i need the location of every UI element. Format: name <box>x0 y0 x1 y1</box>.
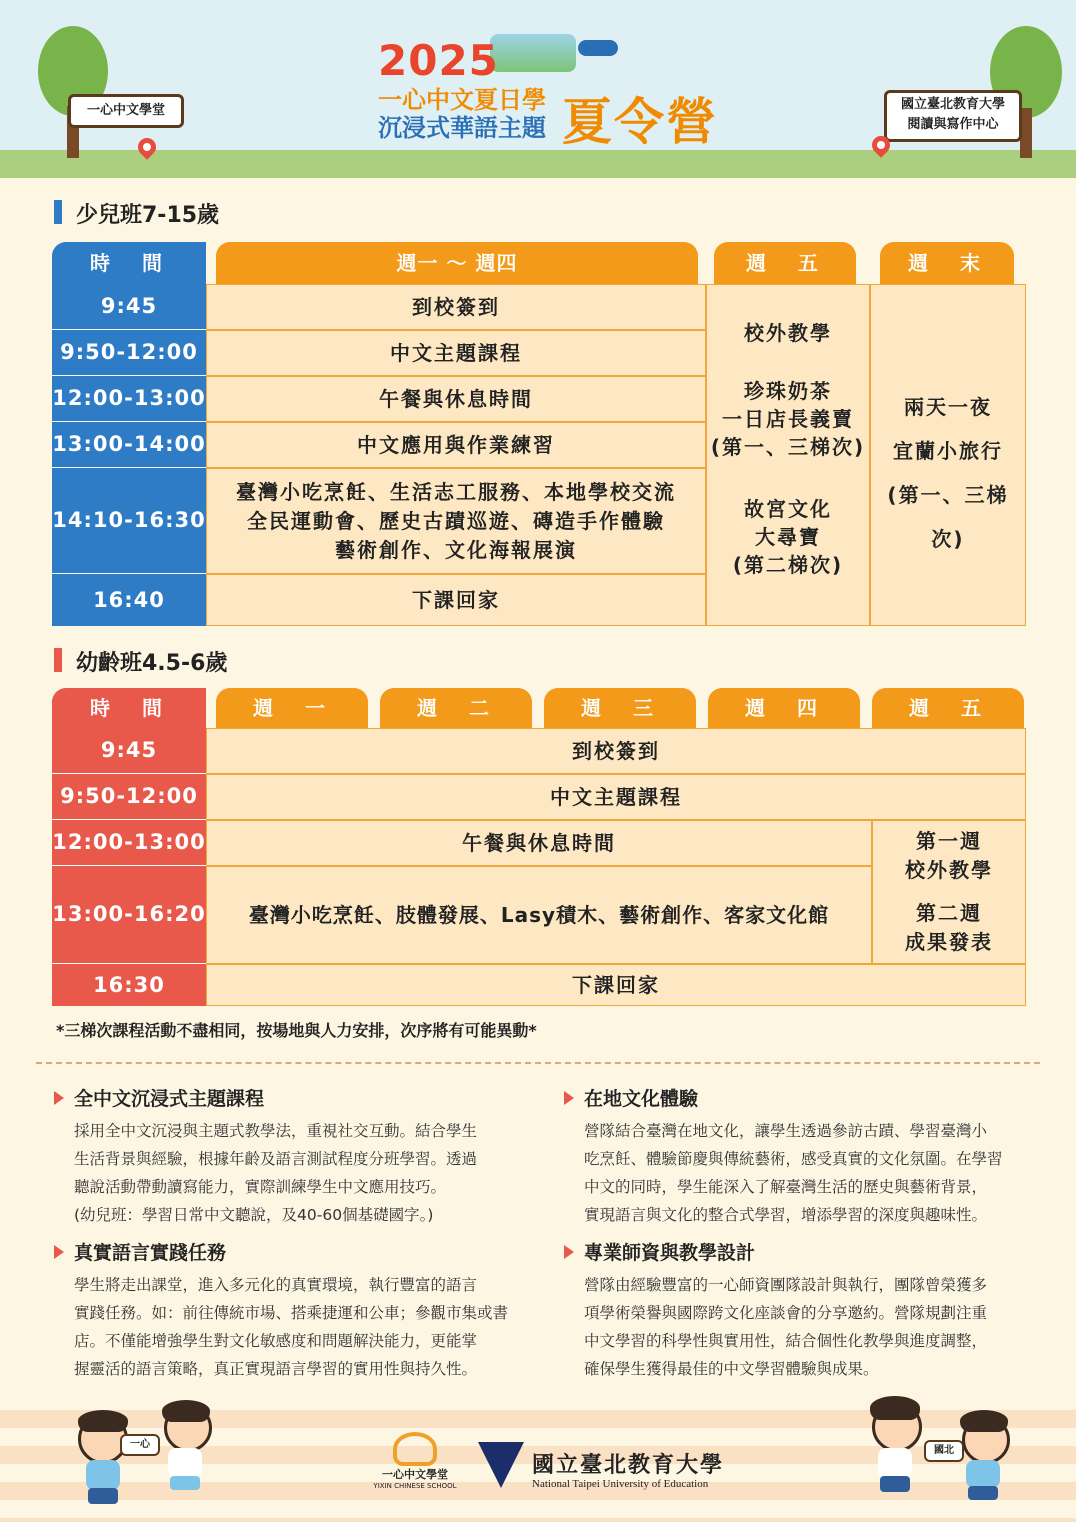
logo-line2: 沉浸式華語主題 <box>378 114 546 142</box>
kid-illustration-right-icon <box>862 1394 1022 1510</box>
ntue-en: National Taipei University of Education <box>532 1478 709 1490</box>
friday-line: 校外教學 <box>905 858 993 882</box>
header-fri: 週 五 <box>872 688 1024 728</box>
friday-line: 第一週 <box>916 829 982 853</box>
activity-cell: 中文主題課程 <box>206 330 706 376</box>
feature-line: 確保學生獲得最佳的中文學習體驗與成果。 <box>584 1360 879 1378</box>
time-cell: 16:40 <box>52 574 206 626</box>
activity-cell: 午餐與休息時間 <box>206 820 872 866</box>
young-friday-column <box>872 820 1026 964</box>
yixin-en: YIXIN CHINESE SCHOOL <box>373 1482 457 1490</box>
time-cell: 12:00-13:00 <box>52 820 206 866</box>
feature-line: 吃烹飪、體驗節慶與傳統藝術，感受真實的文化氛圍。在學習 <box>584 1150 1003 1168</box>
yixin-logo <box>372 1432 458 1504</box>
weekend-column <box>870 284 1026 626</box>
time-cell: 12:00-13:00 <box>52 376 206 422</box>
airplane-icon <box>578 40 618 56</box>
weekend-line: (第一、三梯次) <box>887 483 1009 551</box>
weekend-line: 兩天一夜 <box>904 395 992 419</box>
kid-sign-left: 一心 <box>120 1434 160 1456</box>
children-class-title: 少兒班7-15歲 <box>76 203 220 228</box>
feature-line: 中文學習的科學性與實用性，結合個性化教學與進度調整， <box>584 1332 988 1350</box>
tree-left <box>38 26 108 156</box>
feature-block <box>54 1084 514 1229</box>
feature-line: 中文的同時，學生能深入了解臺灣生活的歷史與藝術背景， <box>584 1178 988 1196</box>
feature-line: 實現語言與文化的整合式學習，增添學習的深度與趣味性。 <box>584 1206 988 1224</box>
feature-line: 店。不僅能增強學生對文化敏感度和問題解決能力，更能掌 <box>74 1332 478 1350</box>
friday-line: (第二梯次) <box>732 553 844 577</box>
friday-line: (第一、三梯次) <box>710 435 866 459</box>
header-mon-thu: 週一 ～ 週四 <box>216 242 698 284</box>
feature-line: (幼兒班：學習日常中文聽說，及40-60個基礎國字。) <box>74 1206 434 1224</box>
activity-cell: 到校簽到 <box>206 728 1026 774</box>
time-cell: 13:00-14:00 <box>52 422 206 468</box>
activity-cell: 午餐與休息時間 <box>206 376 706 422</box>
feature-line: 學生將走出課堂，進入多元化的真實環境，執行豐富的語言 <box>74 1276 478 1294</box>
logo-big-text: 夏令營 <box>562 93 718 151</box>
friday-line: 成果發表 <box>905 930 993 954</box>
weekend-line: 宜蘭小旅行 <box>893 439 1003 463</box>
header-tue: 週 二 <box>380 688 532 728</box>
time-cell: 13:00-16:20 <box>52 866 206 964</box>
activity-cell: 臺灣小吃烹飪、肢體發展、Lasy積木、藝術創作、客家文化館 <box>206 866 872 964</box>
activity-cell: 到校簽到 <box>206 284 706 330</box>
feature-block <box>564 1238 1024 1383</box>
time-cell: 9:45 <box>52 284 206 330</box>
city-skyline-icon <box>490 34 576 72</box>
header-time: 時 間 <box>52 688 206 728</box>
activity-line: 藝術創作、文化海報展演 <box>335 537 577 562</box>
logo-year: 2025 <box>378 36 499 85</box>
feature-line: 實踐任務。如：前往傳統市場、搭乘捷運和公車；參觀市集或書 <box>74 1304 509 1322</box>
header-fri: 週 五 <box>714 242 856 284</box>
friday-line: 第二週 <box>916 901 982 925</box>
header-thu: 週 四 <box>708 688 860 728</box>
feature-line: 營隊由經驗豐富的一心師資團隊設計與執行，團隊曾榮獲多 <box>584 1276 988 1294</box>
triangle-bullet-icon <box>54 1245 64 1259</box>
friday-line: 大尋寶 <box>755 525 821 549</box>
feature-block <box>54 1238 514 1383</box>
friday-line: 故宮文化 <box>744 497 832 521</box>
activity-cell: 下課回家 <box>206 574 706 626</box>
triangle-bullet-icon <box>564 1091 574 1105</box>
friday-line: 校外教學 <box>744 321 832 345</box>
sign-right <box>884 90 1022 142</box>
sign-right-line1: 國立臺北教育大學 <box>900 97 1005 112</box>
friday-line: 一日店長義賣 <box>722 407 854 431</box>
feature-line: 握靈活的語言策略，真正實現語言學習的實用性與持久性。 <box>74 1360 478 1378</box>
time-cell: 9:50-12:00 <box>52 774 206 820</box>
friday-line: 珍珠奶茶 <box>744 379 832 403</box>
activity-cell: 中文主題課程 <box>206 774 1026 820</box>
yixin-heart-icon <box>393 1432 437 1466</box>
section-marker-red <box>54 648 62 672</box>
young-class-title: 幼齡班4.5-6歲 <box>76 651 228 676</box>
feature-block <box>564 1084 1024 1229</box>
time-cell: 16:30 <box>52 964 206 1006</box>
feature-line: 項學術榮譽與國際跨文化座談會的分享邀約。營隊規劃注重 <box>584 1304 988 1322</box>
feature-line: 生活背景與經驗，根據年齡及語言測試程度分班學習。透過 <box>74 1150 478 1168</box>
sign-right-line2: 閱讀與寫作中心 <box>907 117 999 132</box>
feature-title: 專業師資與教學設計 <box>584 1242 756 1264</box>
time-cell: 9:50-12:00 <box>52 330 206 376</box>
grass-strip <box>0 150 1076 178</box>
activity-cell: 中文應用與作業練習 <box>206 422 706 468</box>
activity-cell: 下課回家 <box>206 964 1026 1006</box>
friday-column <box>706 284 870 626</box>
feature-title: 全中文沉浸式主題課程 <box>74 1088 265 1110</box>
feature-line: 聽說活動帶動讀寫能力，實際訓練學生中文應用技巧。 <box>74 1178 447 1196</box>
feature-line: 營隊結合臺灣在地文化，讓學生透過參訪古蹟、學習臺灣小 <box>584 1122 988 1140</box>
triangle-bullet-icon <box>54 1091 64 1105</box>
header-wed: 週 三 <box>544 688 696 728</box>
feature-title: 在地文化體驗 <box>584 1088 699 1110</box>
section-marker-blue <box>54 200 62 224</box>
time-cell: 9:45 <box>52 728 206 774</box>
header-mon: 週 一 <box>216 688 368 728</box>
divider <box>36 1062 1040 1064</box>
header-time: 時 間 <box>52 242 206 284</box>
schedule-note: *三梯次課程活動不盡相同，按場地與人力安排，次序將有可能異動* <box>56 1021 537 1040</box>
feature-line: 採用全中文沉浸與主題式教學法，重視社交互動。結合學生 <box>74 1122 478 1140</box>
ntue-name: 國立臺北教育大學 <box>532 1452 725 1478</box>
sign-left: 一心中文學堂 <box>68 94 184 128</box>
logo-line1: 一心中文夏日學 <box>378 86 546 114</box>
time-cell: 14:10-16:30 <box>52 468 206 574</box>
activity-line: 全民運動會、歷史古蹟巡遊、磚造手作體驗 <box>247 508 665 533</box>
yixin-name: 一心中文學堂 <box>382 1468 448 1481</box>
feature-title: 真實語言實踐任務 <box>74 1242 227 1264</box>
triangle-bullet-icon <box>564 1245 574 1259</box>
header-weekend: 週 末 <box>880 242 1014 284</box>
kid-illustration-left-icon <box>66 1400 216 1510</box>
activity-line: 臺灣小吃烹飪、生活志工服務、本地學校交流 <box>236 479 676 504</box>
activity-cell-multiline <box>206 468 706 574</box>
kid-sign-right: 國北 <box>924 1440 964 1462</box>
